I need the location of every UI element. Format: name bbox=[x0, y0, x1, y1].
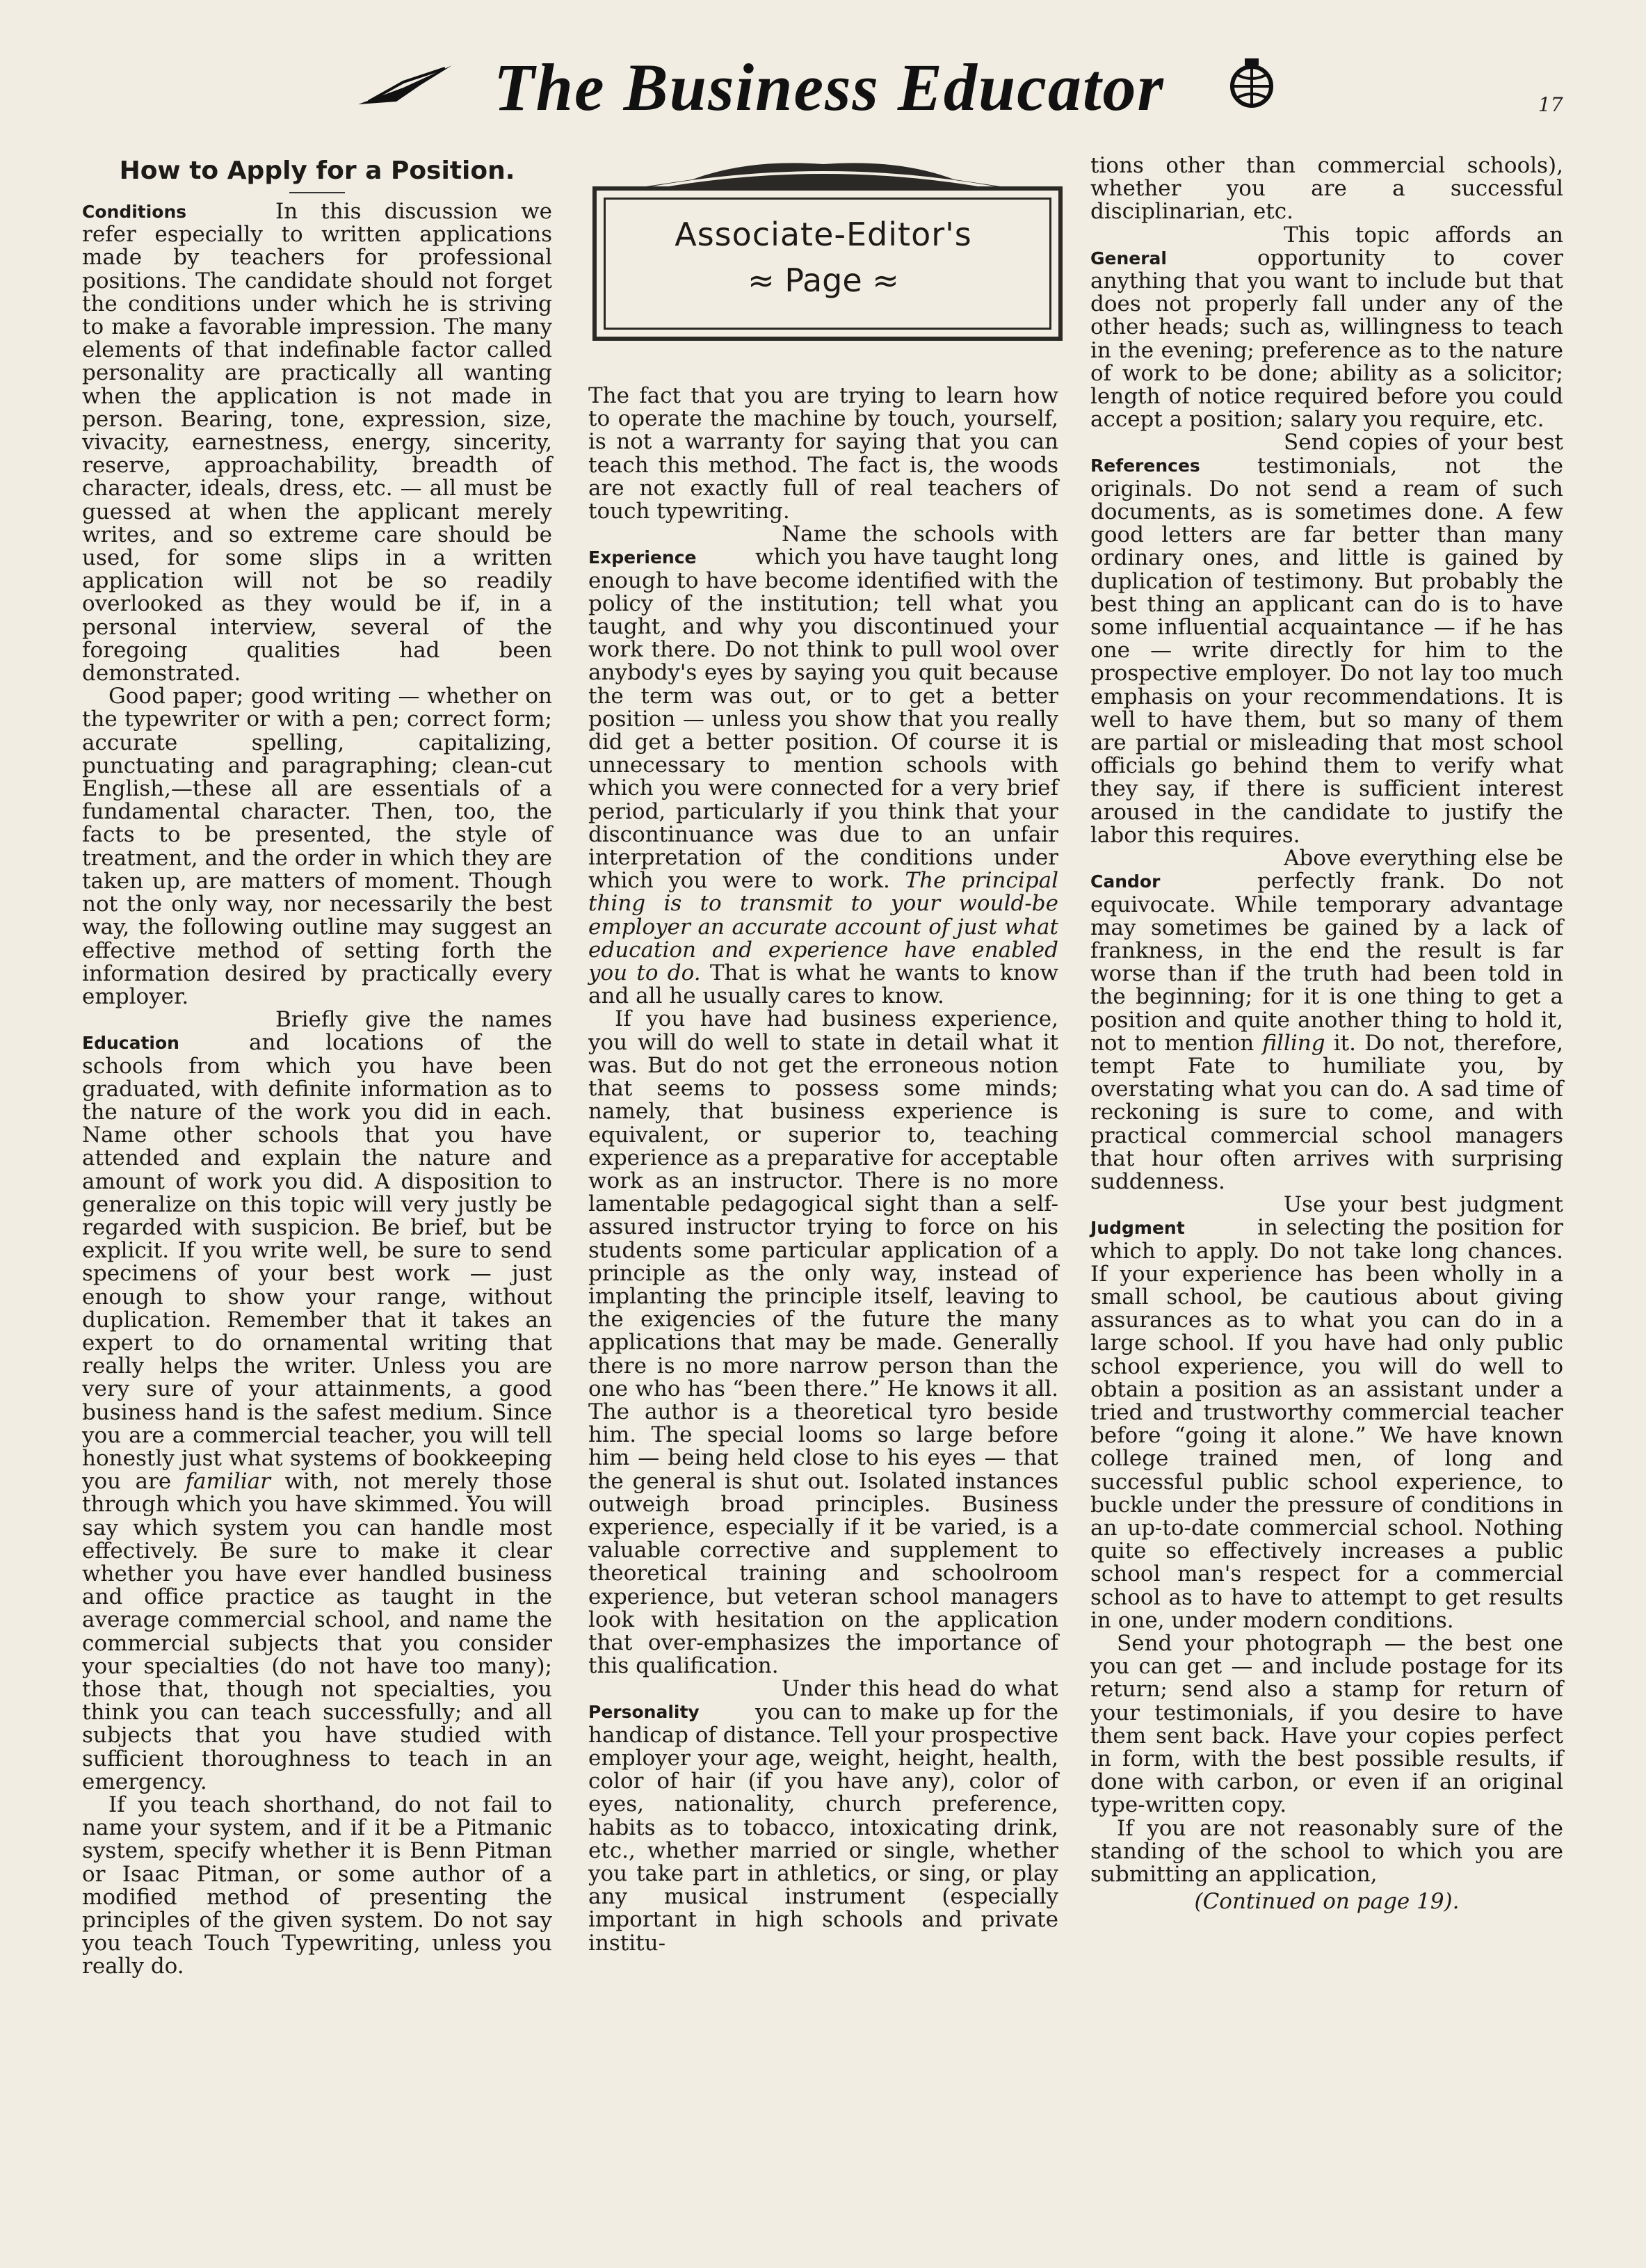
side-heading-candor: Candor bbox=[1090, 871, 1161, 892]
paragraph: Name the schools with which you have taught long enough to have become identified with the policy of the institution; tell what you taught, and why you discontinued your work there. Do not think to pull wool over anybody's eyes by saying you quit because the term was out, or to get a better position — unless you show that you really did get a better position. Of course it is unnecessary to mention schools with which you were connected for a very brief period, particularly if you think that your discontinuance was due to an unfair interpretation of the conditions under which you were to work. The principal thing is to transmit to your would-be employer an accurate account of just what education and experience have enabled you to do. That is what he wants to know and all he usually cares to know. bbox=[588, 522, 1059, 1009]
banner-subtitle: ≈ Page ≈ bbox=[748, 262, 899, 299]
paragraph: Good paper; good writing — whether on the typewriter or with a pen; correct form; accurate spelling, capitalizing, punctuating and paragraphing; clean-cut English,—these all are essentials of a fundamental character. Then, too, the facts to be presented, the style of treatment, and the order in which they are taken up, are matters of moment. Though not the only way, nor necessarily the best way, the following outline may suggest an effective method of setting forth the information desired by practically every employer. bbox=[82, 684, 552, 1009]
paragraph: If you are not reasonably sure of the standing of the school to which you are submitting an application, bbox=[1090, 1815, 1563, 1888]
quill-pen-icon bbox=[355, 61, 459, 110]
side-heading-general: General bbox=[1090, 248, 1167, 268]
paragraph: If you teach shorthand, do not fail to name your system, and if it be a Pitmanic system, specify whether it is Benn Pitman or Isaac Pitman, or some author of a modified method of presenting the principles of the given system. Do not say you teach Touch Typewriting, unless you really do. bbox=[82, 1792, 552, 1979]
page-number: 17 bbox=[1538, 93, 1563, 116]
paragraph: Under this head do what you can to make up for the handicap of distance. Tell your prospective employer your age, weight, height, health, color of hair (if you have any), color of eyes, nationality, church preference, habits as to tobacco, intoxicating drink, etc., whether married or single, whether you take part in athletics, or sing, or play any musical instrument (especially important in high schools and private institu- bbox=[588, 1676, 1058, 1956]
title-rule bbox=[289, 192, 345, 193]
column-3 bbox=[1090, 154, 1563, 1913]
emphasis: filling bbox=[1262, 1030, 1325, 1056]
banner-title: Associate-Editor's bbox=[675, 216, 972, 253]
side-heading-personality: Personality bbox=[588, 1702, 700, 1723]
masthead bbox=[327, 49, 1328, 125]
side-heading-conditions: Conditions bbox=[82, 202, 187, 222]
paragraph: Send your photograph — the best one you can get — and include postage for its return; send also a stamp for return of your testimonials, if you desire to have them sent back. Have your copies perfect in form, with the best possible results, if done with carbon, or even if an original type-written copy. bbox=[1090, 1631, 1563, 1818]
paragraph: This topic affords an opportunity to cover anything that you want to include but that does not properly fall under any of the other heads; such as, willingness to teach in the evening; preference as to the nature of work to be done; ability as a solicitor; length of notice required before you could accept a position; salary you require, etc. bbox=[1090, 222, 1563, 433]
side-heading-experience: Experience bbox=[588, 547, 697, 568]
column-2 bbox=[588, 154, 1058, 1955]
continued-note: (Continued on page 19). bbox=[1194, 1889, 1460, 1915]
paragraph: Use your best judgment in selecting the position for which to apply. Do not take long chances. If your experience has been wholly in a small school, be cautious about giving assurances as to what you can do in a large school. If you have had only public school experience, you will do well to obtain a position as an assistant under a tried and trustworthy commercial teacher before “going it alone.” We have known college trained men, of long and successful public school experience, to buckle under the pressure of conditions in an up-to-date commercial school. Nothing quite so effectively increases a public school man's respect for a commercial school as to have to attempt to get results in one, under modern conditions. bbox=[1090, 1192, 1563, 1633]
globe-ornament-icon bbox=[1224, 56, 1280, 111]
associate-editor-banner bbox=[588, 159, 1058, 343]
paragraph: tions other than commercial schools), whether you are a successful disciplinarian, etc. bbox=[1090, 153, 1563, 225]
paragraph: In this discussion we refer especially to written applications made by teachers for professional positions. The candidate should not forget the conditions under which he is striving to make a favorable impression. The many elements of that indefinable factor called personality are practically all wanting when the application is not made in person. Bearing, tone, expression, size, vivacity, earnestness, energy, sincerity, reserve, approachability, breadth of character, ideals, dress, etc. — all must be guessed at when the applicant merely writes, and so extreme care should be used, for some slips in a written application will not be so readily overlooked as they would be if, in a personal interview, several of the foregoing qualities had been demonstrated. bbox=[82, 199, 552, 686]
side-heading-education: Education bbox=[82, 1033, 179, 1054]
side-heading-judgment: Judgment bbox=[1090, 1218, 1185, 1239]
paragraph: Send copies of your best testimonials, not the originals. Do not send a ream of such documents, as is sometimes done. A few good letters are far better than many ordinary ones, and little is gained by duplication of testimony. But probably the best thing an applicant can do is to have some influential acquaintance — if he has one — write directly for him to the prospective employer. Do not lay too much emphasis on your recommendations. It is well to have them, but so many of them are partial or misleading that most school officials go behind them to verify what they say, if there is sufficient interest aroused in the candidate to justify the labor this requires. bbox=[1090, 430, 1563, 848]
masthead-title: The Business Educator bbox=[494, 50, 1165, 124]
side-heading-references: References bbox=[1090, 456, 1200, 476]
paragraph: Above everything else be perfectly frank. Do not equivocate. While temporary advantage may sometimes be gained by a lack of frankness, in the end the result is far worse than if the truth had been told in the beginning; for it is one thing to get a position and quite another thing to hold it, not to mention filling it. Do not, therefore, tempt Fate to humiliate you, by overstating what you can do. A sad time of reckoning is sure to come, and with practical commercial school managers that hour often arrives with surprising suddenness. bbox=[1090, 846, 1563, 1194]
emphasis: familiar bbox=[185, 1469, 271, 1495]
article-title: How to Apply for a Position. bbox=[119, 156, 515, 185]
column-1 bbox=[82, 154, 552, 1979]
emphasis: The principal thing is to transmit to your would-be employer an accurate account of just what education and experience have enabled you to do. bbox=[588, 868, 1059, 986]
paragraph: Briefly give the names and locations of the schools from which you have been graduated, with definite information as to the nature of the work you did in each. Name other schools that you have attended and explain the nature and amount of work you did. A disposition to generalize on this topic will very justly be regarded with suspicion. Be brief, but be explicit. If you write well, be sure to send specimens of your best work — just enough to show your range, without duplication. Remember that it takes an expert to do ornamental writing that really helps the writer. Unless you are very sure of your attainments, a good business hand is the safest medium. Since you are a commercial teacher, you will tell honestly just what systems of bookkeeping you are familiar with, not merely those through which you have skimmed. You will say which system you can handle most effectively. Be sure to make it clear whether you have ever handled business and office practice as taught in the average commercial school, and name the commercial subjects that you consider your specialties (do not have too many); those that, though not specialties, you think you can teach successfully; and all subjects that you have studied with sufficient thoroughness to teach in an emergency. bbox=[82, 1007, 552, 1794]
paragraph: If you have had business experience, you will do well to state in detail what it was. But do not get the erroneous notion that seems to possess some minds; namely, that business experience is equivalent, or superior to, teaching experience as a preparative for acceptable work as an instructor. There is no more lamentable pedagogical sight than a self-assured instructor trying to force on his students some particular application of a principle as the only way, instead of implanting the principle itself, leaving to the exigencies of the future the many applications that may be made. Generally there is no more narrow person than the one who has “been there.” He knows it all. The author is a theoretical tyro beside him. The special looms so large before him — being held close to his eyes — that the general is shut out. Isolated instances outweigh broad principles. Business experience, especially if it be varied, is a valuable corrective and supplement to theoretical training and schoolroom experience, but veteran school managers look with hesitation on the application that over-emphasizes the importance of this qualification. bbox=[588, 1006, 1058, 1679]
paragraph: The fact that you are trying to learn how to operate the machine by touch, yourself, is not a warranty for saying that you can teach this method. The fact is, the woods are not exactly full of real teachers of touch typewriting. bbox=[588, 383, 1058, 524]
